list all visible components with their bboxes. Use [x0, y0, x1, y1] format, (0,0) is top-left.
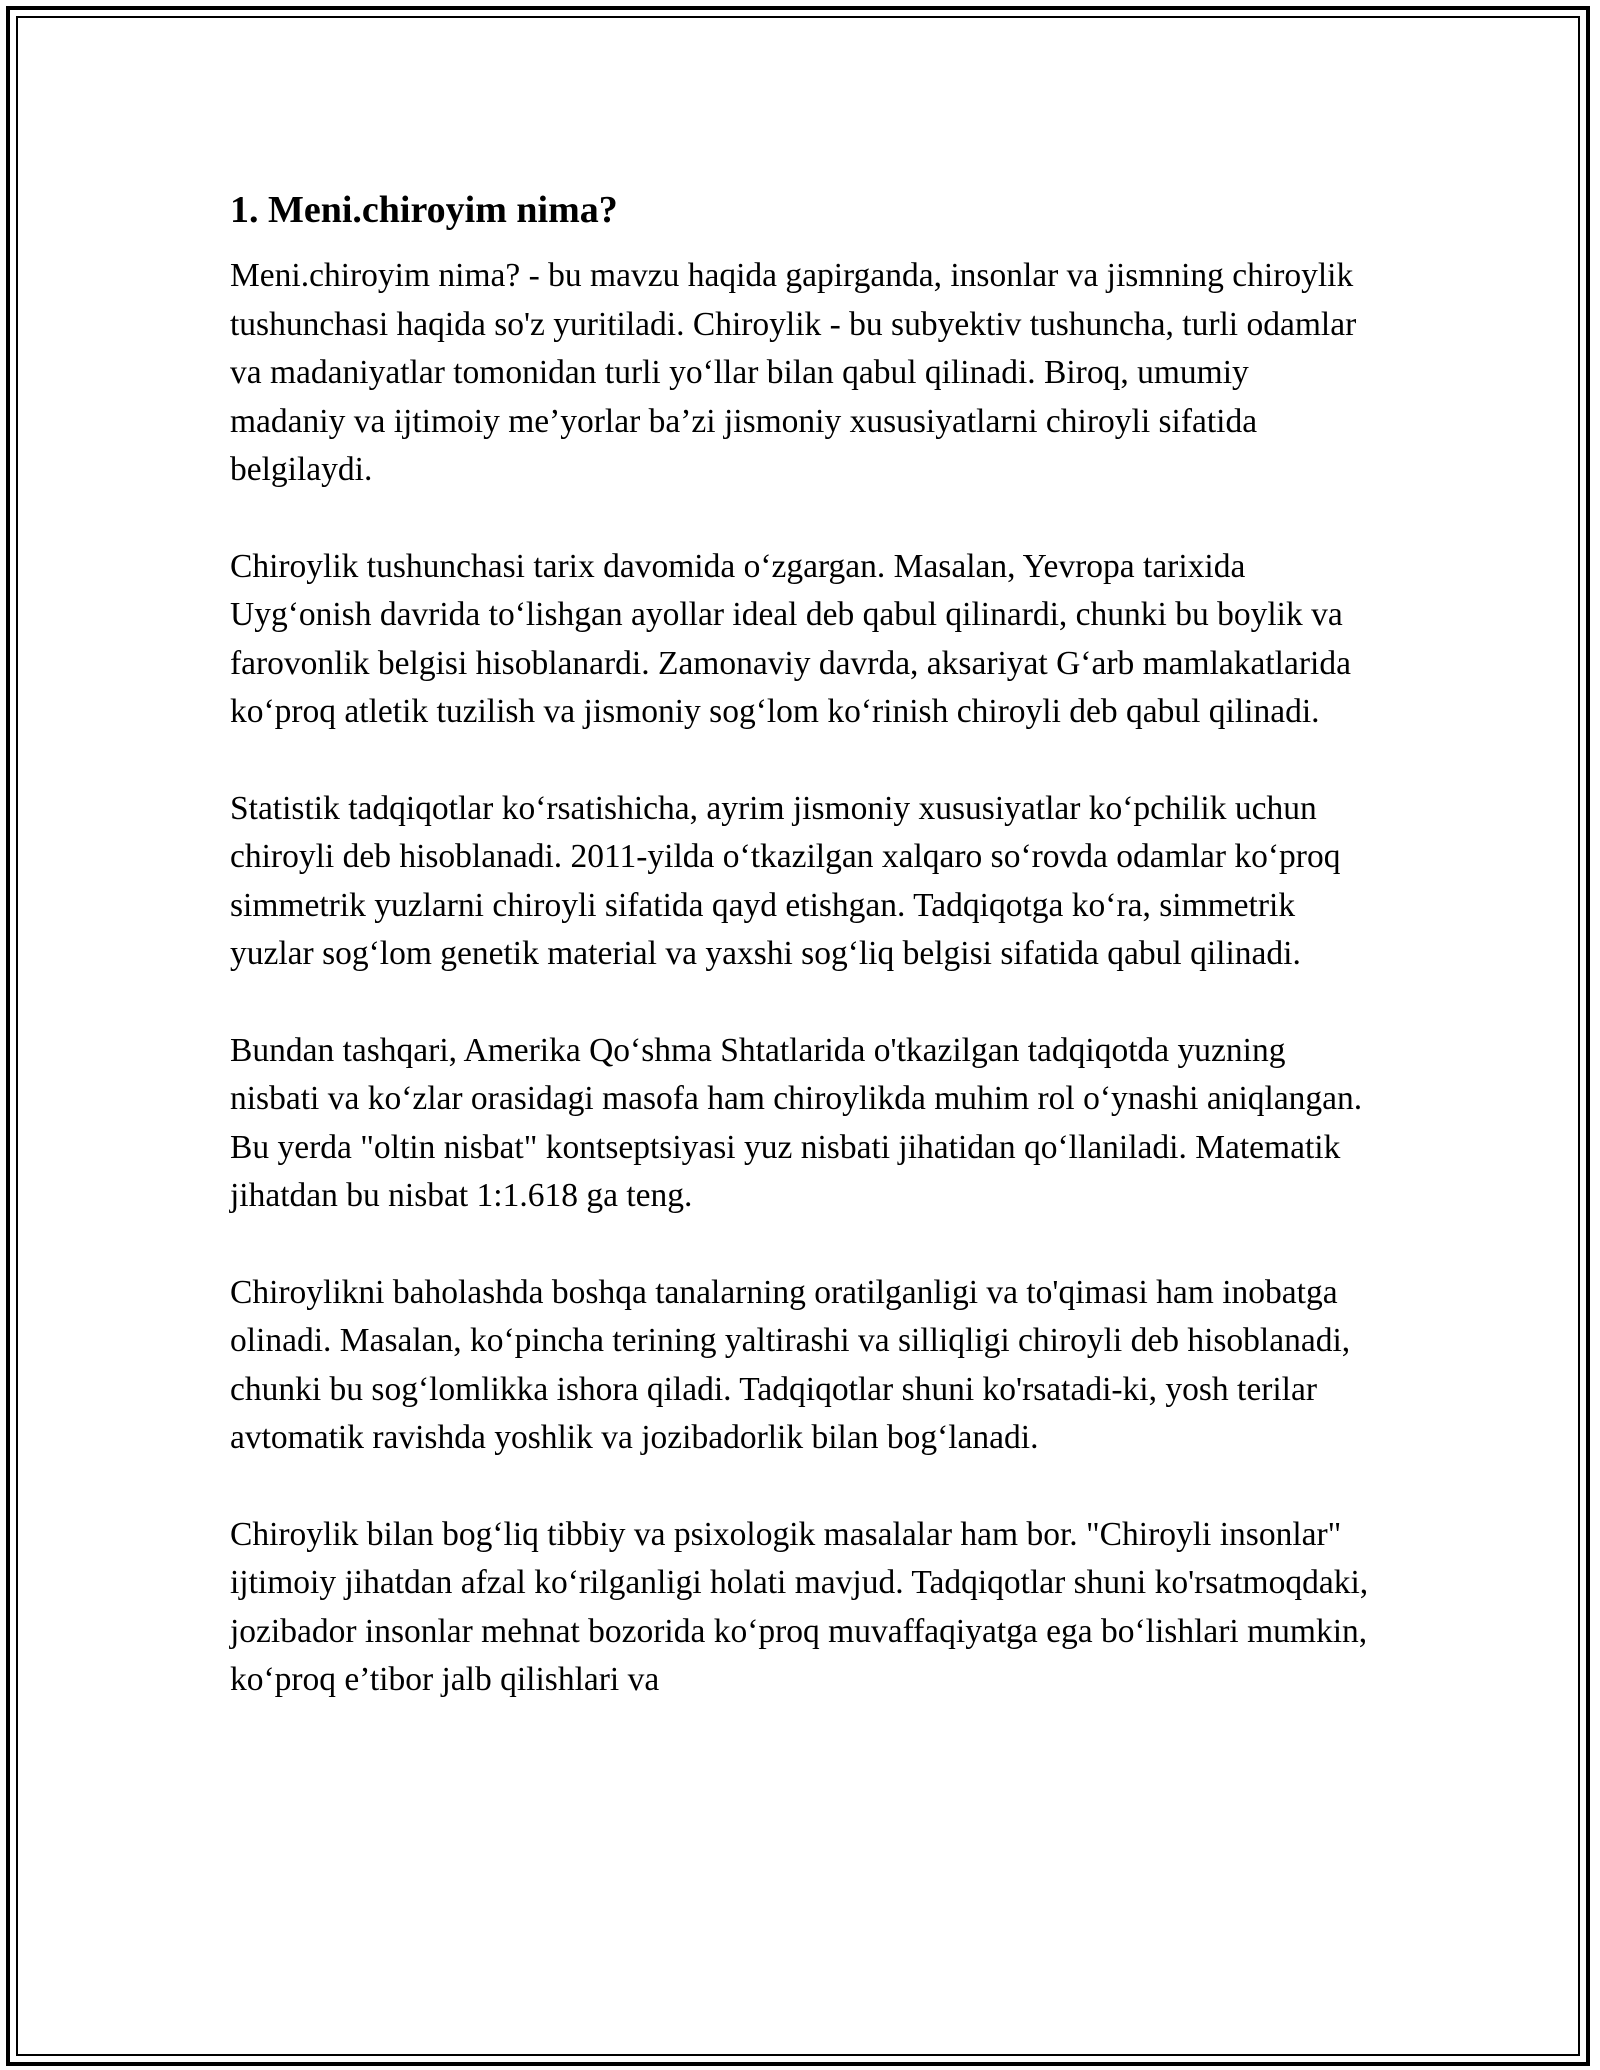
section-heading: 1. Meni.chiroyim nima?: [230, 189, 618, 231]
paragraph-2: Chiroylik tushunchasi tarix davomida o‘zgargan. Masalan, Yevropa tarixida Uyg‘onish davrida to‘lishgan ayollar ideal deb qabul qilinardi, chunki bu boylik va farovonlik belgisi hisoblanardi. Zamonaviy davrda, aksariyat G‘arb mamlakatlarida ko‘proq atletik tuzilish va jismoniy sog‘lom ko‘rinish chiroyli deb qabul qilinadi.: [230, 547, 1351, 730]
paragraph-3: Statistik tadqiqotlar ko‘rsatishicha, ayrim jismoniy xususiyatlar ko‘pchilik uchun chiroyli deb hisoblanadi. 2011-yilda o‘tkazilgan xalqaro so‘rovda odamlar ko‘proq simmetrik yuzlarni chiroyli sifatida qayd etishgan. Tadqiqotga ko‘ra, simmetrik yuzlar sog‘lom genetik material va yaxshi sog‘liq belgisi sifatida qabul qilinadi.: [230, 789, 1341, 972]
paragraph-6: Chiroylik bilan bog‘liq tibbiy va psixologik masalalar ham bor. "Chiroyli insonlar" ijtimoiy jihatdan afzal ko‘rilganligi holati mavjud. Tadqiqotlar shuni ko'rsatmoqdaki, jozibador insonlar mehnat bozorida ko‘proq muvaffaqiyatga ega bo‘lishlari mumkin, ko‘proq e’tibor jalb qilishlari va: [230, 1515, 1369, 1698]
document-body: [230, 186, 1370, 1753]
paragraph-1: Meni.chiroyim nima? - bu mavzu haqida gapirganda, insonlar va jismning chiroylik tushunchasi haqida so'z yuritiladi. Chiroylik - bu subyektiv tushuncha, turli odamlar va madaniyatlar tomonidan turli yo‘llar bilan qabul qilinadi. Biroq, umumiy madaniy va ijtimoiy me’yorlar ba’zi jismoniy xususiyatlarni chiroyli sifatida belgilaydi.: [230, 257, 1357, 488]
paragraph-5: Chiroylikni baholashda boshqa tanalarning oratilganligi va to'qimasi ham inobatga olinadi. Masalan, ko‘pincha terining yaltirashi va silliqligi chiroyli deb hisoblanadi, chunki bu sog‘lomlikka ishora qiladi. Tadqiqotlar shuni ko'rsatadi-ki, yosh terilar avtomatik ravishda yoshlik va jozibadorlik bilan bog‘lanadi.: [230, 1273, 1351, 1456]
paragraph-4: Bundan tashqari, Amerika Qo‘shma Shtatlarida o'tkazilgan tadqiqotda yuzning nisbati va ko‘zlar orasidagi masofa ham chiroylikda muhim rol o‘ynashi aniqlangan. Bu yerda "oltin nisbat" kontseptsiyasi yuz nisbati jihatidan qo‘llaniladi. Matematik jihatdan bu nisbat 1:1.618 ga teng.: [230, 1031, 1363, 1214]
